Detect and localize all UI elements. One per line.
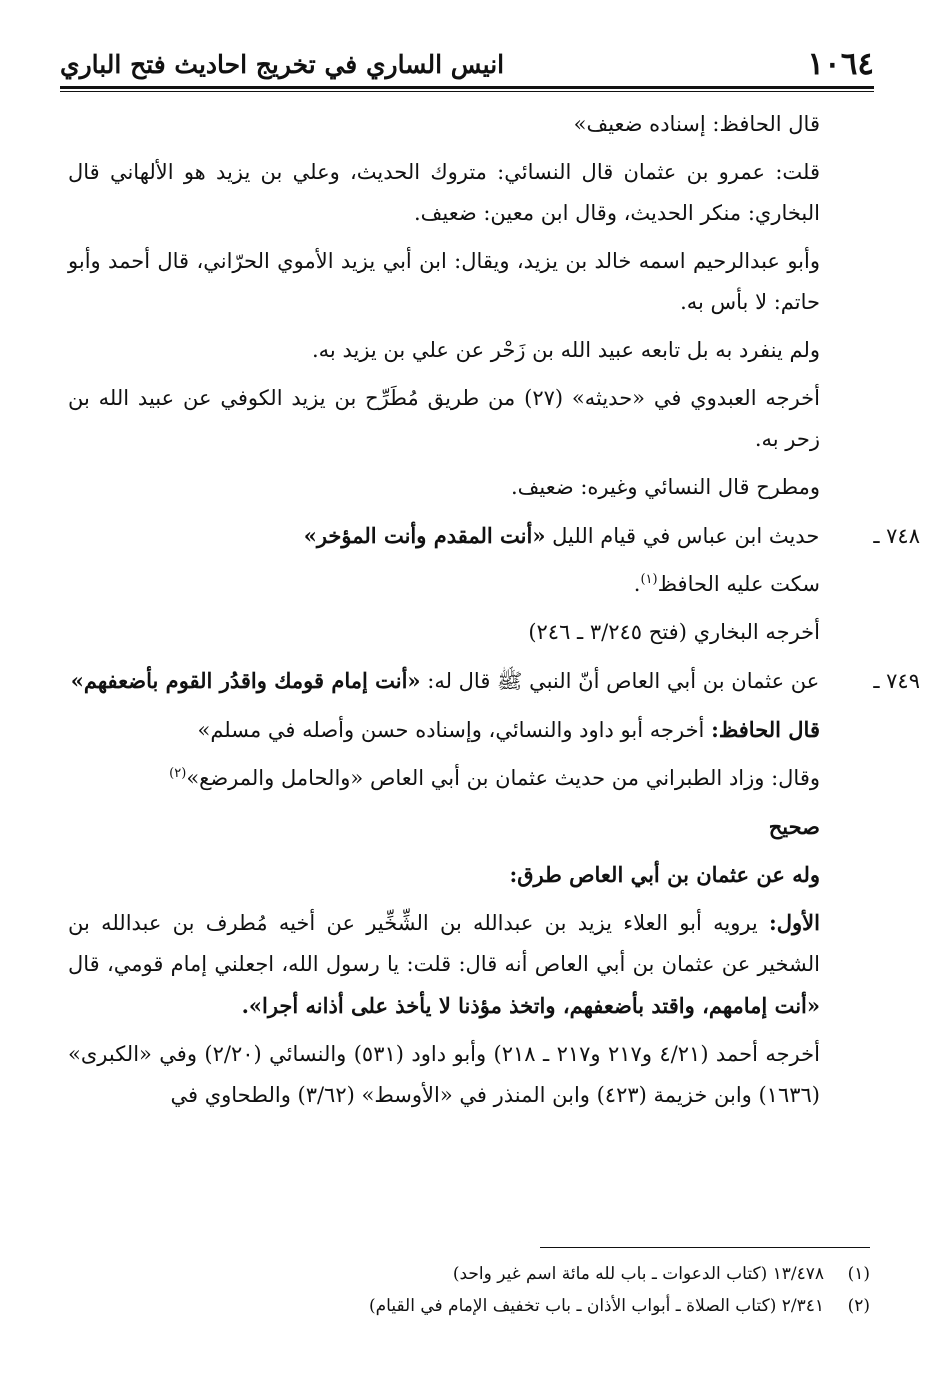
paragraph-text: سكت عليه الحافظ xyxy=(657,572,820,596)
label-bold: قال الحافظ: xyxy=(711,717,820,742)
footnote xyxy=(68,1290,870,1322)
paragraph-text: أخرجه أبو داود والنسائي، وإسناده حسن وأصله في مسلم» xyxy=(197,718,705,742)
footnote-rule xyxy=(540,1247,870,1248)
footnote-ref[interactable]: (٢) xyxy=(169,766,187,781)
paragraph-text: وقال: وزاد الطبراني من حديث عثمان بن أبي العاص «والحامل والمرضع» xyxy=(186,766,820,790)
paragraph-text: يرويه أبو العلاء يزيد بن عبدالله بن الشِّخِّير عن أخيه مُطرف بن عبدالله بن الشخير عن عثمان بن أبي العاص أنه قال: قلت: يا رسول الله، اجعلني إمام قومي، قال xyxy=(68,911,820,976)
paragraph xyxy=(68,104,870,145)
paragraph-text: ومطرح قال النسائي وغيره: ضعيف. xyxy=(510,475,820,499)
paragraph xyxy=(68,612,870,653)
hadith-number: ٧٤٩ ـ xyxy=(873,669,920,693)
grading-heading xyxy=(68,806,870,847)
paragraph xyxy=(68,758,870,799)
section-heading-text: وله عن عثمان بن أبي العاص طرق: xyxy=(509,862,820,887)
paragraph-text: قال الحافظ: إسناده ضعيف» xyxy=(573,112,820,136)
paragraph xyxy=(68,1034,870,1116)
header-rule xyxy=(60,86,874,92)
hadith-748-heading xyxy=(68,515,920,557)
footnote-text: ٢/٣٤١ (كتاب الصلاة ـ أبواب الأذان ـ باب تخفيف الإمام في القيام) xyxy=(368,1296,824,1316)
page-header xyxy=(60,44,874,92)
book-title: انيس الساري في تخريج احاديث فتح الباري xyxy=(60,50,505,79)
footnote-number: (٢) xyxy=(847,1296,870,1316)
paragraph xyxy=(68,709,870,751)
paragraph xyxy=(68,152,870,234)
paragraph xyxy=(68,902,870,1027)
page-number: ١٠٦٤ xyxy=(807,46,874,82)
paragraph xyxy=(68,330,870,371)
hadith-749-heading xyxy=(68,660,920,702)
paragraph-text: قلت: عمرو بن عثمان قال النسائي: متروك الحديث، وعلي بن يزيد هو الألهاني قال البخاري: منكر الحديث، وقال ابن معين: ضعيف. xyxy=(68,160,820,225)
paragraph-text: أخرجه أحمد (٤/٢١ و٢١٧ و٢١٧ ـ ٢١٨) وأبو داود (٥٣١) والنسائي (٢/٢٠) وفي «الكبرى» (١٦٣٦) وابن خزيمة (٤٢٣) وابن المنذر في «الأوسط» (٣/٦٢) والطحاوي في xyxy=(68,1042,820,1107)
footnote xyxy=(68,1258,870,1290)
paragraph-text: أخرجه البخاري (فتح ٣/٢٤٥ ـ ٢٤٦) xyxy=(528,620,820,644)
paragraph xyxy=(68,467,870,508)
paragraph-text: ولم ينفرد به بل تابعه عبيد الله بن زَحْر عن علي بن يزيد به. xyxy=(312,338,820,362)
hadith-text: عن عثمان بن أبي العاص أنّ النبي ﷺ قال له: xyxy=(427,669,820,693)
footnotes xyxy=(68,1258,870,1322)
page-body xyxy=(68,104,920,1123)
hadith-quote: «أنت إمامهم، واقتد بأضعفهم، واتخذ مؤذنا لا يأخذ على أذانه أجرا». xyxy=(241,993,820,1018)
section-heading xyxy=(68,854,870,895)
footnote-number: (١) xyxy=(847,1264,870,1284)
paragraph-text: أخرجه العبدوي في «حديثه» (٢٧) من طريق مُطَرِّح بن يزيد الكوفي عن عبيد الله بن زحر به. xyxy=(68,386,820,451)
hadith-quote: «أنت المقدم وأنت المؤخر» xyxy=(303,523,546,548)
paragraph xyxy=(68,241,870,323)
footnote-ref[interactable]: (١) xyxy=(640,572,658,587)
paragraph xyxy=(68,378,870,460)
hadith-text: حديث ابن عباس في قيام الليل xyxy=(552,524,820,548)
footnote-text: ١٣/٤٧٨ (كتاب الدعوات ـ باب لله مائة اسم غير واحد) xyxy=(452,1264,824,1284)
paragraph-text: . xyxy=(633,572,641,596)
hadith-number: ٧٤٨ ـ xyxy=(873,524,920,548)
hadith-quote: «أنت إمام قومك واقدُر القوم بأضعفهم» xyxy=(70,668,421,693)
label-bold: الأول: xyxy=(769,910,820,935)
grading-text: صحيح xyxy=(768,814,820,839)
paragraph xyxy=(68,564,870,605)
paragraph-text: وأبو عبدالرحيم اسمه خالد بن يزيد، ويقال: ابن أبي يزيد الأموي الحرّاني، قال أحمد وأبو حاتم: لا بأس به. xyxy=(68,249,820,314)
